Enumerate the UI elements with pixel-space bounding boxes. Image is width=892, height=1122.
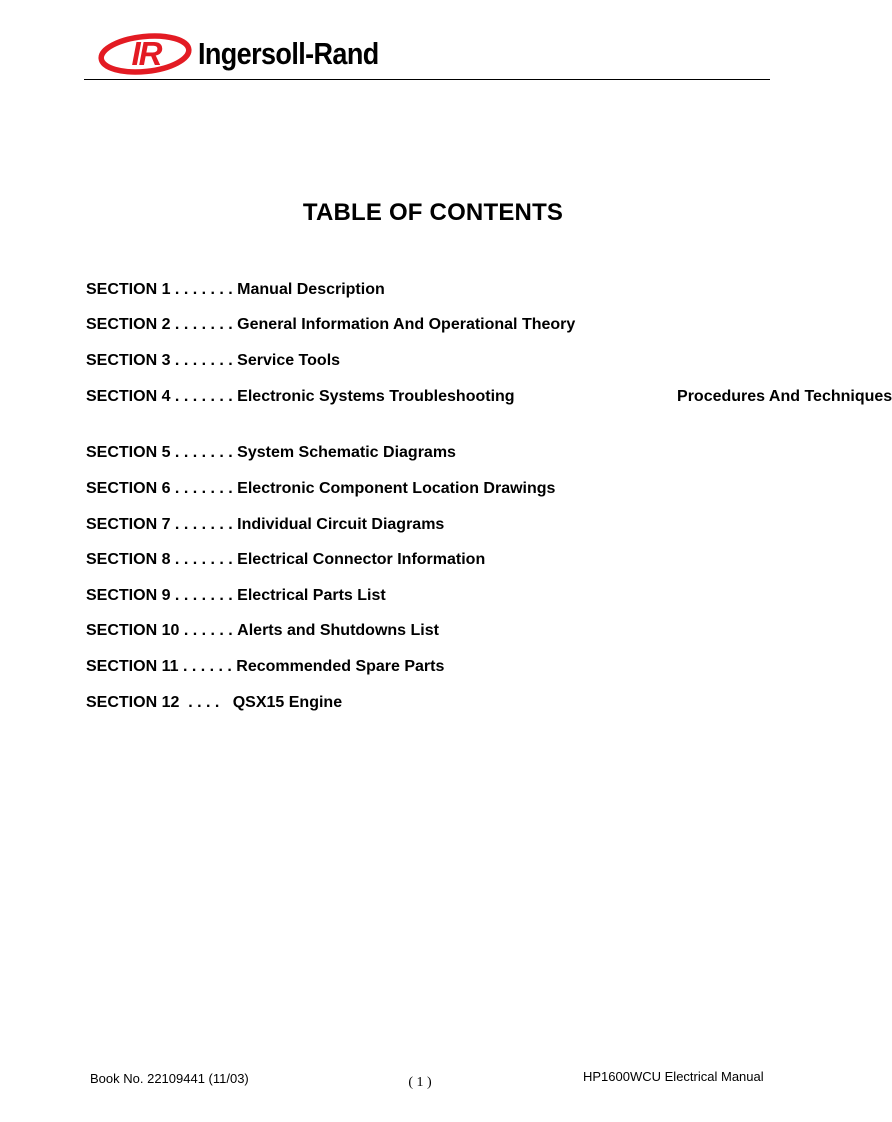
- logo-mark-text: IR: [131, 35, 161, 72]
- ir-logo-icon: [98, 34, 192, 74]
- toc-section-number: SECTION 8: [86, 551, 171, 568]
- toc-section-title: Manual Description: [237, 281, 385, 298]
- toc-section-number: SECTION 3: [86, 352, 171, 369]
- toc-item[interactable]: [86, 279, 385, 300]
- footer-page-number: ( 1 ): [408, 1075, 432, 1090]
- toc-item[interactable]: [86, 386, 892, 407]
- toc-section-number: SECTION 5: [86, 444, 171, 461]
- toc-leader: . . . . . . .: [174, 316, 233, 333]
- toc-leader: . . . .: [188, 694, 220, 711]
- toc-section-title: Alerts and Shutdowns List: [237, 622, 439, 639]
- toc-item[interactable]: [86, 620, 439, 641]
- toc-item[interactable]: [86, 692, 342, 713]
- brand-name: Ingersoll-Rand: [198, 36, 379, 71]
- toc-item[interactable]: [86, 314, 575, 335]
- toc-section-title: QSX15 Engine: [232, 694, 343, 711]
- toc-item[interactable]: [86, 442, 456, 463]
- toc-item[interactable]: [86, 585, 386, 606]
- toc-section-title: Electrical Connector Information: [237, 551, 486, 568]
- toc-section-number: SECTION 1: [86, 281, 171, 298]
- toc-section-number: SECTION 6: [86, 480, 171, 497]
- toc-section-title: System Schematic Diagrams: [237, 444, 456, 461]
- toc-leader: . . . . . . .: [174, 516, 233, 533]
- toc-leader: . . . . . . .: [174, 281, 233, 298]
- toc-item[interactable]: [86, 514, 444, 535]
- toc-section-number: SECTION 4: [86, 388, 171, 405]
- toc-leader: . . . . . . .: [174, 587, 233, 604]
- toc-section-number: SECTION 7: [86, 516, 171, 533]
- toc-section-title: Service Tools: [237, 352, 341, 369]
- brand-logo: [98, 34, 379, 74]
- toc-item[interactable]: [86, 549, 485, 570]
- toc-leader: . . . . . . .: [174, 388, 233, 405]
- footer-book-number: Book No. 22109441 (11/03): [90, 1071, 249, 1086]
- toc-section-number: SECTION 2: [86, 316, 171, 333]
- toc-leader: . . . . . . .: [174, 352, 233, 369]
- toc-section-title: General Information And Operational Theory: [237, 316, 576, 333]
- toc-section-number: SECTION 10: [86, 622, 180, 639]
- toc-item[interactable]: [86, 350, 340, 371]
- toc-section-number: SECTION 9: [86, 587, 171, 604]
- toc-leader: . . . . . . .: [174, 444, 233, 461]
- toc-section-title-continued: Procedures And Techniques: [677, 388, 892, 405]
- toc-section-number: SECTION 11: [86, 658, 179, 675]
- toc-leader: . . . . . .: [183, 622, 233, 639]
- toc-section-title: Electronic Systems Troubleshooting: [237, 388, 515, 405]
- toc-leader: . . . . . . .: [174, 480, 233, 497]
- toc-section-title: Electrical Parts List: [237, 587, 386, 604]
- page-header: [84, 30, 770, 82]
- page-title: TABLE OF CONTENTS: [302, 199, 564, 226]
- toc-section-title: Electronic Component Location Drawings: [237, 480, 556, 497]
- toc-section-title: Recommended Spare Parts: [236, 658, 445, 675]
- toc-item[interactable]: [86, 478, 555, 499]
- toc-section-number: SECTION 12: [86, 694, 180, 711]
- toc-item[interactable]: [86, 656, 444, 677]
- toc-section-title: Individual Circuit Diagrams: [237, 516, 445, 533]
- toc-leader: . . . . . .: [182, 658, 232, 675]
- header-rule: [84, 79, 770, 80]
- toc-leader: . . . . . . .: [174, 551, 233, 568]
- footer-manual-name: HP1600WCU Electrical Manual: [583, 1069, 764, 1084]
